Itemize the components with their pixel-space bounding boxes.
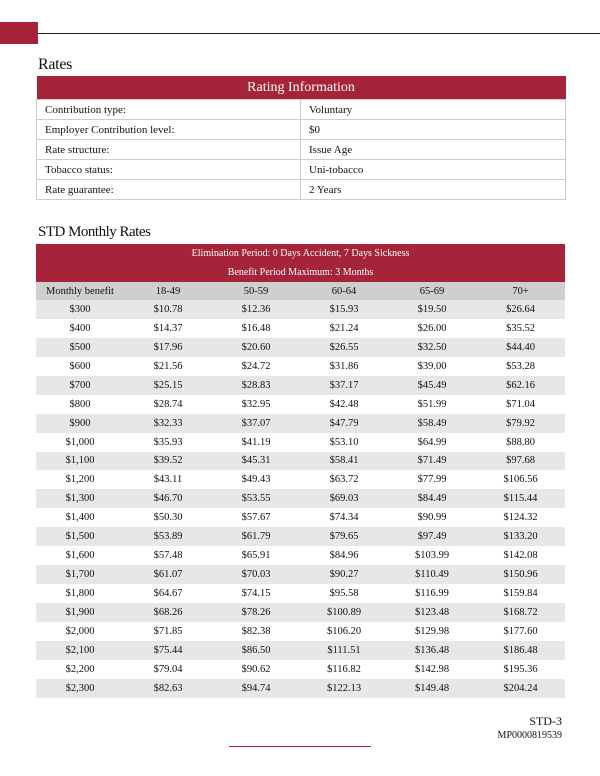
rate-cell: $47.79 xyxy=(300,414,388,433)
rate-cell: $100.89 xyxy=(300,603,388,622)
rate-cell: $21.24 xyxy=(300,319,388,338)
rating-row xyxy=(37,180,566,200)
table-row xyxy=(36,565,565,584)
table-row xyxy=(36,414,565,433)
rate-cell: $79.65 xyxy=(300,527,388,546)
table-row xyxy=(36,395,565,414)
rate-cell: $82.63 xyxy=(124,679,212,698)
rate-cell: $77.99 xyxy=(388,470,476,489)
rate-cell: $94.74 xyxy=(212,679,300,698)
rating-row xyxy=(37,100,566,120)
rate-cell: $45.49 xyxy=(388,376,476,395)
monthly-benefit-cell: $2,000 xyxy=(36,622,124,641)
rate-cell: $16.48 xyxy=(212,319,300,338)
rate-cell: $116.82 xyxy=(300,660,388,679)
rate-cell: $51.99 xyxy=(388,395,476,414)
monthly-benefit-cell: $1,400 xyxy=(36,508,124,527)
table-row xyxy=(36,376,565,395)
monthly-benefit-cell: $700 xyxy=(36,376,124,395)
rate-cell: $42.48 xyxy=(300,395,388,414)
rate-cell: $97.49 xyxy=(388,527,476,546)
rate-cell: $64.67 xyxy=(124,584,212,603)
rate-cell: $106.56 xyxy=(476,470,565,489)
monthly-benefit-cell: $2,200 xyxy=(36,660,124,679)
monthly-benefit-cell: $400 xyxy=(36,319,124,338)
rate-cell: $168.72 xyxy=(476,603,565,622)
monthly-benefit-cell: $1,100 xyxy=(36,452,124,471)
rate-cell: $142.98 xyxy=(388,660,476,679)
rate-cell: $74.34 xyxy=(300,508,388,527)
rating-value: Issue Age xyxy=(301,140,566,160)
table-row xyxy=(36,489,565,508)
rate-cell: $24.72 xyxy=(212,357,300,376)
monthly-benefit-cell: $1,300 xyxy=(36,489,124,508)
rating-information-table xyxy=(36,76,566,200)
rate-cell: $39.00 xyxy=(388,357,476,376)
header-rule xyxy=(38,33,600,34)
rate-cell: $106.20 xyxy=(300,622,388,641)
rate-cell: $124.32 xyxy=(476,508,565,527)
rate-cell: $75.44 xyxy=(124,641,212,660)
rate-cell: $35.93 xyxy=(124,433,212,452)
rate-cell: $129.98 xyxy=(388,622,476,641)
table-row xyxy=(36,679,565,698)
rate-cell: $115.44 xyxy=(476,489,565,508)
benefit-period-banner: Benefit Period Maximum: 3 Months xyxy=(36,263,565,282)
rate-cell: $195.36 xyxy=(476,660,565,679)
table-row xyxy=(36,452,565,471)
monthly-benefit-cell: $1,000 xyxy=(36,433,124,452)
rating-value: 2 Years xyxy=(301,180,566,200)
rate-cell: $58.41 xyxy=(300,452,388,471)
table-row xyxy=(36,433,565,452)
rate-cell: $65.91 xyxy=(212,546,300,565)
rate-cell: $71.85 xyxy=(124,622,212,641)
rate-cell: $35.52 xyxy=(476,319,565,338)
rate-cell: $37.17 xyxy=(300,376,388,395)
monthly-benefit-cell: $1,600 xyxy=(36,546,124,565)
rate-cell: $21.56 xyxy=(124,357,212,376)
rating-value: $0 xyxy=(301,120,566,140)
rate-cell: $32.50 xyxy=(388,338,476,357)
column-header: Monthly benefit xyxy=(36,282,124,300)
column-header-row xyxy=(36,282,565,300)
monthly-benefit-cell: $500 xyxy=(36,338,124,357)
table-row xyxy=(36,470,565,489)
rate-cell: $37.07 xyxy=(212,414,300,433)
monthly-benefit-cell: $2,300 xyxy=(36,679,124,698)
rating-value: Voluntary xyxy=(301,100,566,120)
column-header: 60-64 xyxy=(300,282,388,300)
rate-cell: $159.84 xyxy=(476,584,565,603)
rate-cell: $43.11 xyxy=(124,470,212,489)
rate-cell: $15.93 xyxy=(300,300,388,319)
monthly-benefit-cell: $900 xyxy=(36,414,124,433)
rate-cell: $28.83 xyxy=(212,376,300,395)
rate-cell: $32.33 xyxy=(124,414,212,433)
rate-cell: $88.80 xyxy=(476,433,565,452)
monthly-benefit-cell: $800 xyxy=(36,395,124,414)
rate-cell: $53.89 xyxy=(124,527,212,546)
rate-cell: $57.67 xyxy=(212,508,300,527)
rate-cell: $61.79 xyxy=(212,527,300,546)
rate-cell: $111.51 xyxy=(300,641,388,660)
rate-cell: $14.37 xyxy=(124,319,212,338)
table-row xyxy=(36,641,565,660)
column-header: 65-69 xyxy=(388,282,476,300)
monthly-benefit-cell: $1,700 xyxy=(36,565,124,584)
rate-cell: $90.62 xyxy=(212,660,300,679)
table-row xyxy=(36,300,565,319)
document-code: MP0000819539 xyxy=(497,730,562,741)
rate-cell: $71.49 xyxy=(388,452,476,471)
rate-cell: $79.92 xyxy=(476,414,565,433)
rate-cell: $62.16 xyxy=(476,376,565,395)
rating-label: Tobacco status: xyxy=(37,160,301,180)
rate-cell: $150.96 xyxy=(476,565,565,584)
monthly-benefit-cell: $300 xyxy=(36,300,124,319)
monthly-benefit-cell: $1,900 xyxy=(36,603,124,622)
rate-cell: $53.28 xyxy=(476,357,565,376)
rate-cell: $28.74 xyxy=(124,395,212,414)
monthly-benefit-cell: $2,100 xyxy=(36,641,124,660)
rate-cell: $45.31 xyxy=(212,452,300,471)
rate-cell: $110.49 xyxy=(388,565,476,584)
rating-label: Employer Contribution level: xyxy=(37,120,301,140)
table-row xyxy=(36,660,565,679)
rate-cell: $32.95 xyxy=(212,395,300,414)
rating-label: Rate structure: xyxy=(37,140,301,160)
rating-row xyxy=(37,160,566,180)
rate-cell: $50.30 xyxy=(124,508,212,527)
rate-cell: $136.48 xyxy=(388,641,476,660)
rate-cell: $12.36 xyxy=(212,300,300,319)
rate-cell: $26.55 xyxy=(300,338,388,357)
rate-cell: $31.86 xyxy=(300,357,388,376)
table-row xyxy=(36,527,565,546)
rate-cell: $68.26 xyxy=(124,603,212,622)
rate-cell: $44.40 xyxy=(476,338,565,357)
rate-cell: $90.99 xyxy=(388,508,476,527)
column-header: 18-49 xyxy=(124,282,212,300)
rate-cell: $57.48 xyxy=(124,546,212,565)
rate-cell: $61.07 xyxy=(124,565,212,584)
std-monthly-rates-table xyxy=(36,244,565,698)
rate-cell: $97.68 xyxy=(476,452,565,471)
elimination-period-banner: Elimination Period: 0 Days Accident, 7 Days Sickness xyxy=(36,244,565,263)
rate-cell: $90.27 xyxy=(300,565,388,584)
rate-cell: $142.08 xyxy=(476,546,565,565)
table-row xyxy=(36,357,565,376)
column-header: 70+ xyxy=(476,282,565,300)
rate-cell: $70.03 xyxy=(212,565,300,584)
rate-cell: $71.04 xyxy=(476,395,565,414)
rate-cell: $26.64 xyxy=(476,300,565,319)
std-monthly-rates-heading: STD Monthly Rates xyxy=(38,224,151,240)
rate-cell: $49.43 xyxy=(212,470,300,489)
column-header: 50-59 xyxy=(212,282,300,300)
rate-cell: $186.48 xyxy=(476,641,565,660)
table-row xyxy=(36,546,565,565)
monthly-benefit-cell: $600 xyxy=(36,357,124,376)
rates-heading: Rates xyxy=(38,56,73,73)
rating-label: Rate guarantee: xyxy=(37,180,301,200)
rate-cell: $84.49 xyxy=(388,489,476,508)
rate-cell: $58.49 xyxy=(388,414,476,433)
rating-row xyxy=(37,140,566,160)
table-row xyxy=(36,338,565,357)
rate-cell: $26.00 xyxy=(388,319,476,338)
rate-cell: $69.03 xyxy=(300,489,388,508)
rate-cell: $204.24 xyxy=(476,679,565,698)
rate-cell: $116.99 xyxy=(388,584,476,603)
rating-row xyxy=(37,120,566,140)
rate-cell: $84.96 xyxy=(300,546,388,565)
rate-cell: $149.48 xyxy=(388,679,476,698)
rating-value: Uni-tobacco xyxy=(301,160,566,180)
rate-cell: $25.15 xyxy=(124,376,212,395)
rating-information-title: Rating Information xyxy=(37,76,566,100)
rate-cell: $78.26 xyxy=(212,603,300,622)
rate-cell: $41.19 xyxy=(212,433,300,452)
rate-cell: $39.52 xyxy=(124,452,212,471)
table-row xyxy=(36,584,565,603)
rate-cell: $64.99 xyxy=(388,433,476,452)
rate-cell: $122.13 xyxy=(300,679,388,698)
rate-cell: $79.04 xyxy=(124,660,212,679)
rate-cell: $177.60 xyxy=(476,622,565,641)
table-row xyxy=(36,622,565,641)
monthly-benefit-cell: $1,200 xyxy=(36,470,124,489)
table-row xyxy=(36,508,565,527)
page-number: STD-3 xyxy=(529,714,562,728)
rate-cell: $19.50 xyxy=(388,300,476,319)
monthly-benefit-cell: $1,500 xyxy=(36,527,124,546)
table-row xyxy=(36,603,565,622)
rate-cell: $103.99 xyxy=(388,546,476,565)
rate-cell: $17.96 xyxy=(124,338,212,357)
rate-cell: $20.60 xyxy=(212,338,300,357)
rate-cell: $82.38 xyxy=(212,622,300,641)
monthly-benefit-cell: $1,800 xyxy=(36,584,124,603)
footer-rule xyxy=(229,746,371,747)
rate-cell: $53.10 xyxy=(300,433,388,452)
rate-cell: $86.50 xyxy=(212,641,300,660)
table-row xyxy=(36,319,565,338)
rate-cell: $74.15 xyxy=(212,584,300,603)
rate-cell: $63.72 xyxy=(300,470,388,489)
rate-cell: $133.20 xyxy=(476,527,565,546)
header-accent-block xyxy=(0,22,38,44)
rate-cell: $53.55 xyxy=(212,489,300,508)
rate-cell: $46.70 xyxy=(124,489,212,508)
rate-cell: $95.58 xyxy=(300,584,388,603)
rate-cell: $123.48 xyxy=(388,603,476,622)
rate-cell: $10.78 xyxy=(124,300,212,319)
rating-label: Contribution type: xyxy=(37,100,301,120)
